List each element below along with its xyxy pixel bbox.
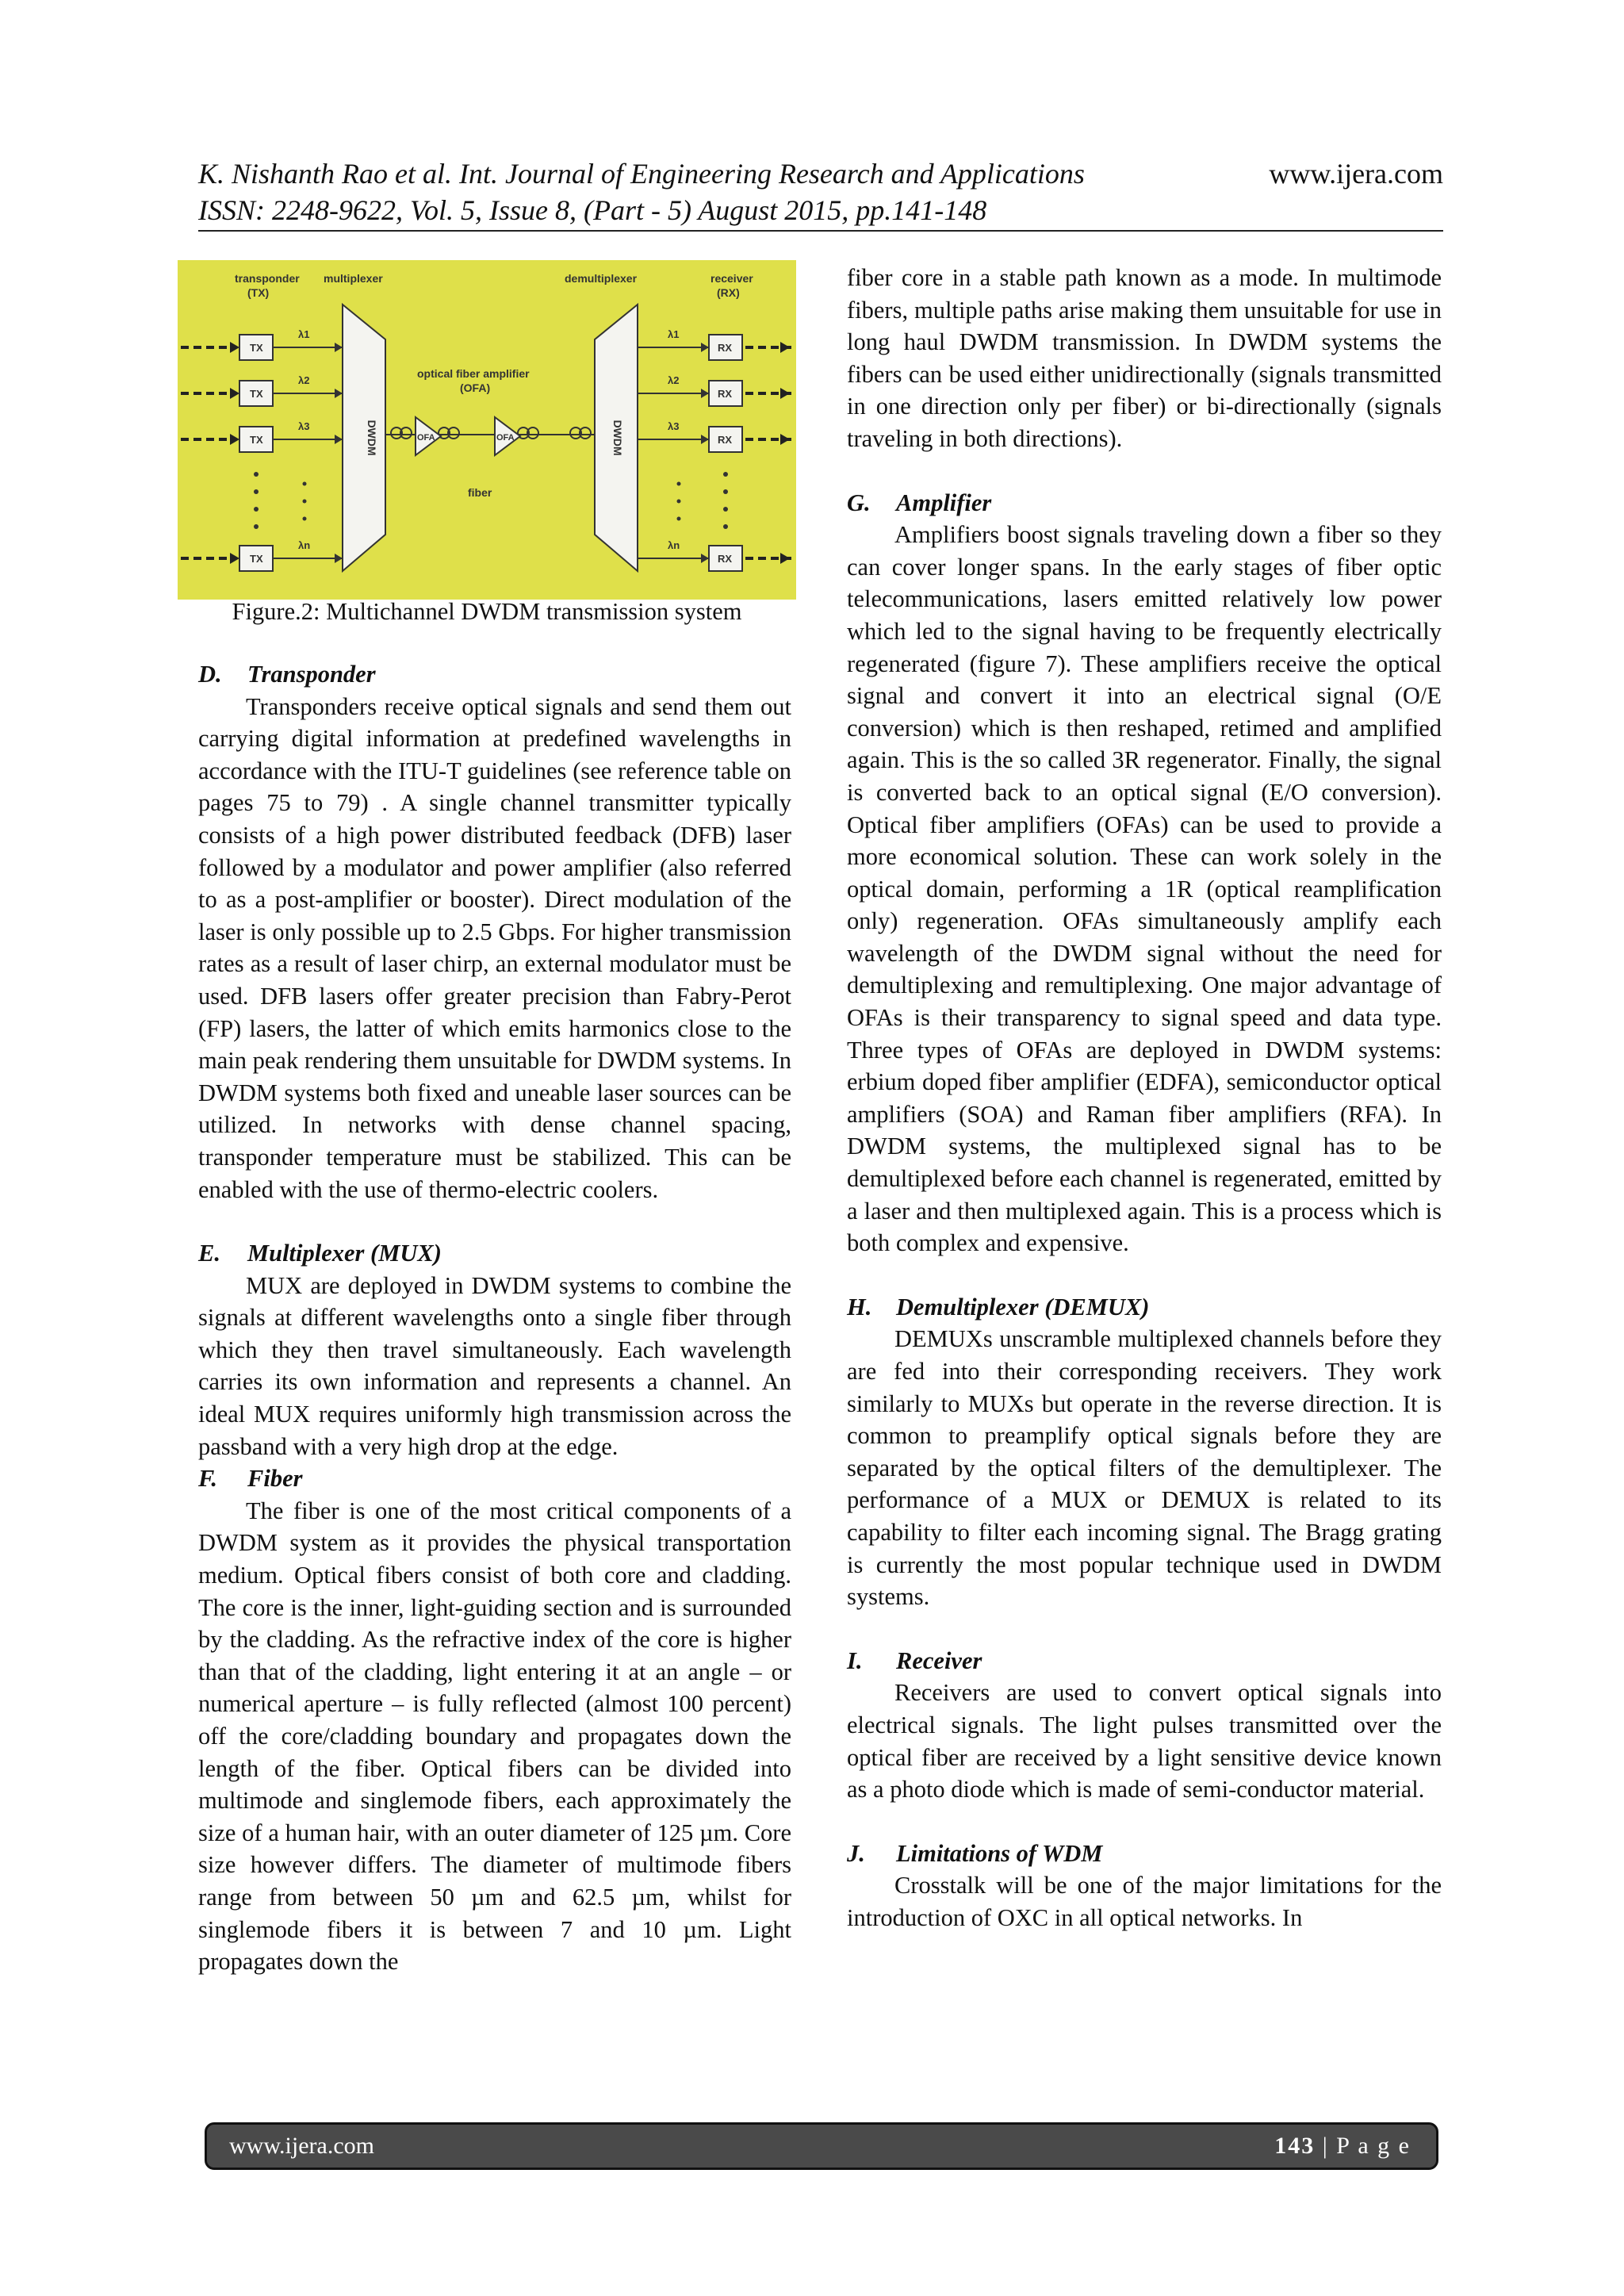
- footer-page: [1274, 2133, 1411, 2160]
- mux-label: DWDM: [366, 420, 378, 456]
- footer-page-label: | P a g e: [1315, 2133, 1411, 2159]
- footer-page-number: 143: [1274, 2133, 1316, 2159]
- section-heading-e: [198, 1237, 791, 1270]
- paragraph-receiver: Receivers are used to convert optical signals into electrical signals. The light pulses transmitted over the optical fiber are received by a light sensitive device known as a photo diode which is made of semi-conductor material.: [847, 1679, 1442, 1803]
- section-title-d: Transponder: [247, 661, 376, 688]
- label-transponder: transponder: [235, 272, 300, 285]
- label-ofa-abbr: (OFA): [460, 381, 491, 394]
- header-line-1: [198, 155, 1443, 192]
- lambda-3-tx: λ3: [298, 420, 310, 432]
- header-rule: [198, 230, 1443, 232]
- tx-box-1: TX: [250, 342, 263, 354]
- header-authors-journal: K. Nishanth Rao et al. Int. Journal of Engineering Research and Applications: [198, 158, 1085, 190]
- section-title-j: Limitations of WDM: [896, 1839, 1103, 1867]
- running-header: [198, 155, 1443, 228]
- tx-box-n: TX: [250, 553, 263, 565]
- section-title-g: Amplifier: [896, 489, 992, 516]
- lambda-1-tx: λ1: [298, 328, 310, 340]
- section-title-f: Fiber: [247, 1465, 303, 1493]
- footer-site: www.ijera.com: [229, 2133, 374, 2159]
- paragraph-transponder: Transponders receive optical signals and send them out carrying digital information at predefined wavelengths in accordance with the ITU-T guidelines (see reference table on pages 75 to 79) . A single channel transmitter typically consists of a high power distributed feedback (DFB) laser followed by a modulator and power amplifier (also referred to as a post-amplifier or booster). Direct modulation of the laser is only possible up to 2.5 Gbps. For higher transmission rates as a result of laser chirp, an external modulator must be used. DFB lasers offer greater precision than Fabry-Perot (FP) lasers, the latter of which emits harmonics close to the main peak rendering them unsuitable for DWDM systems. In DWDM systems both fixed and uneable laser sources can be utilized. In networks with dense channel spacing, transponder temperature must be stabilized. This can be enabled with the use of thermo-electric coolers.: [198, 692, 791, 1203]
- section-heading-f: [198, 1462, 791, 1495]
- section-num-h: H.: [847, 1293, 872, 1320]
- label-receiver: receiver: [710, 272, 753, 285]
- section-title-e: Multiplexer (MUX): [247, 1240, 442, 1267]
- section-title-h: Demultiplexer (DEMUX): [896, 1293, 1150, 1320]
- lambda-3-rx: λ3: [668, 420, 680, 432]
- rx-box-n: RX: [718, 553, 733, 565]
- label-fiber: fiber: [468, 486, 492, 499]
- lambda-1-rx: λ1: [668, 328, 680, 340]
- ofa-1-label: OFA: [417, 433, 435, 443]
- section-num-e: E.: [198, 1240, 220, 1267]
- paragraph-amplifier: Amplifiers boost signals traveling down a fiber so they can cover longer spans. In the early stages of fiber optic telecommunications, lasers emitted relatively low power which led to the signal having to be frequently electrically regenerated (figure 7). These amplifiers receive the optical signal and convert it into an electrical signal (O/E conversion) which is then reshaped, retimed and amplified again. This is the so called 3R regenerator. Finally, the signal is converted back to an optical signal (E/O conversion). Optical fiber amplifiers (OFAs) can be used to provide a more economical solution. These can work solely in the optical domain, performing a 1R (optical reamplification only) regeneration. OFAs simultaneously amplify each wavelength of the DWDM signal without the need for demultiplexing and remultiplexing. One major advantage of OFAs is their transparency to signal speed and data type. Three types of OFAs are deployed in DWDM systems: erbium doped fiber amplifier (EDFA), semiconductor optical amplifiers (SOA) and Raman fiber amplifiers (RFA). In DWDM systems, the multiplexed signal has to be demultiplexed before each channel is regenerated, emitted by a laser and then multiplexed again. This is a process which is both complex and expensive.: [847, 521, 1442, 1257]
- paragraph-demultiplexer: DEMUXs unscramble multiplexed channels before they are fed into their corresponding receivers. They work similarly to MUXs but operate in the reverse direction. It is common to preamplify optical signals before they are separated by the optical filters of the demultiplexer. The performance of a MUX or DEMUX is related to its capability to filter each incoming signal. The Bragg grating is currently the most popular technique used in DWDM systems.: [847, 1325, 1442, 1611]
- demux-label: DWDM: [611, 420, 624, 456]
- section-num-j: J.: [847, 1839, 865, 1867]
- section-heading-i: [847, 1645, 1442, 1677]
- right-column: [847, 262, 1442, 1934]
- rx-box-2: RX: [718, 388, 733, 400]
- label-multiplexer: multiplexer: [324, 272, 383, 285]
- header-issn: ISSN: 2248-9622, Vol. 5, Issue 8, (Part - 5) August 2015, pp.141-148: [198, 194, 987, 226]
- lambda-n-tx: λn: [298, 539, 311, 551]
- rx-box-1: RX: [718, 342, 733, 354]
- rx-box-3: RX: [718, 434, 733, 446]
- paragraph-limitations: Crosstalk will be one of the major limitations for the introduction of OXC in all optical networks. In: [847, 1872, 1442, 1931]
- section-num-d: D.: [198, 661, 222, 688]
- section-num-g: G.: [847, 489, 871, 516]
- label-rx-group: (RX): [717, 286, 740, 299]
- paragraph-multiplexer: MUX are deployed in DWDM systems to combine the signals at different wavelengths onto a single fiber through which they then travel simultaneously. Each wavelength carries its own information and represents a channel. An ideal MUX requires uniformly high transmission across the passband with a very high drop at the edge.: [198, 1271, 791, 1460]
- lambda-2-rx: λ2: [668, 374, 680, 386]
- page-footer: [205, 2122, 1438, 2170]
- section-heading-h: [847, 1291, 1442, 1324]
- ofa-2-label: OFA: [496, 433, 515, 443]
- section-num-i: I.: [847, 1646, 863, 1674]
- figure-caption: Figure.2: Multichannel DWDM transmission system: [232, 598, 742, 625]
- label-demultiplexer: demultiplexer: [565, 272, 638, 285]
- section-title-i: Receiver: [896, 1646, 982, 1674]
- label-ofa-title: optical fiber amplifier: [417, 367, 530, 380]
- paragraph-fiber-cont: fiber core in a stable path known as a mode. In multimode fibers, multiple paths arise making them unsuitable for use in long haul DWDM transmission. In DWDM systems the fibers can be used either unidirectionally (signals transmitted in one direction only per fiber) or bi-directionally (signals traveling in both directions).: [847, 264, 1442, 452]
- paragraph-fiber: The fiber is one of the most critical components of a DWDM system as it provides the physical transportation medium. Optical fibers consist of both core and cladding. The core is the inner, light-guiding section and is surrounded by the cladding. As the refractive index of the core is higher than that of the cladding, light entering it at an angle – or numerical aperture – is fully reflected (almost 100 percent) off the core/cladding boundary and propagates down the length of the fiber. Optical fibers can be divided into multimode and singlemode fibers, each approximately the size of a human hair, with an outer diameter of 125 µm. Core size however differs. The diameter of multimode fibers range from between 50 µm and 62.5 µm, whilst for singlemode fibers it is between 7 and 10 µm. Light propagates down the: [198, 1497, 791, 1976]
- left-column: [198, 658, 791, 1978]
- tx-box-2: TX: [250, 388, 263, 400]
- section-num-f: F.: [198, 1465, 218, 1493]
- lambda-n-rx: λn: [668, 539, 680, 551]
- dwdm-figure: [178, 260, 796, 600]
- header-site: www.ijera.com: [1269, 158, 1443, 190]
- section-heading-g: [847, 487, 1442, 519]
- lambda-2-tx: λ2: [298, 374, 310, 386]
- dwdm-diagram: [178, 260, 796, 600]
- section-heading-j: [847, 1838, 1442, 1870]
- label-tx-group: (TX): [247, 286, 270, 299]
- tx-box-3: TX: [250, 434, 263, 446]
- section-heading-d: [198, 658, 791, 691]
